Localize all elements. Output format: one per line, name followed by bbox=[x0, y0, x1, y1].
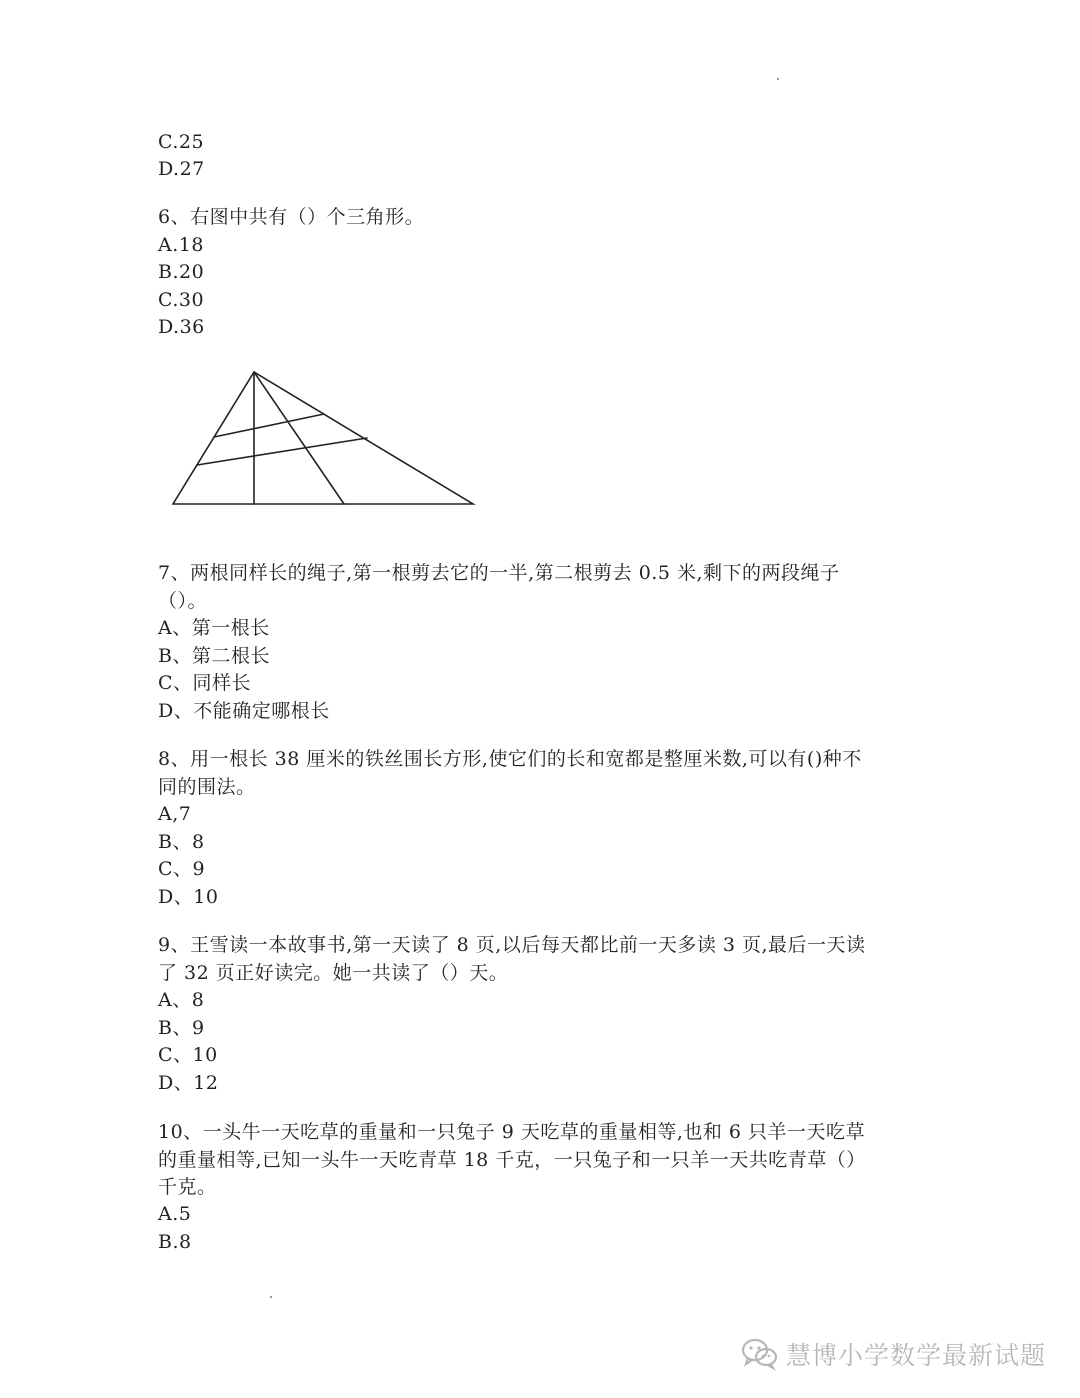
triangle-upper-crossline bbox=[214, 414, 324, 437]
q7-option-d: D、不能确定哪根长 bbox=[158, 700, 330, 722]
triangle-figure bbox=[168, 366, 478, 510]
q10-stem-line-1: 10、一头牛一天吃草的重量和一只兔子 9 天吃草的重量相等,也和 6 只羊一天吃草 bbox=[158, 1121, 866, 1143]
q5-option-c: C.25 bbox=[158, 131, 205, 153]
q7-stem-line-2: （）。 bbox=[158, 590, 208, 612]
q7-option-c: C、同样长 bbox=[158, 672, 252, 694]
scan-dot bbox=[270, 1296, 272, 1298]
q9-option-d: D、12 bbox=[158, 1072, 219, 1094]
q8-stem-line-1: 8、用一根长 38 厘米的铁丝围长方形,使它们的长和宽都是整厘米数,可以有()种不 bbox=[158, 748, 862, 770]
q6-stem: 6、右图中共有（）个三角形。 bbox=[158, 206, 425, 228]
q8-stem-line-2: 同的围法。 bbox=[158, 776, 256, 798]
wechat-icon bbox=[740, 1337, 780, 1371]
q6-option-c: C.30 bbox=[158, 289, 205, 311]
triangle-lower-crossline bbox=[197, 438, 367, 465]
q10-option-a: A.5 bbox=[158, 1203, 192, 1225]
q10-stem-line-2: 的重量相等,已知一头牛一天吃青草 18 千克，一只兔子和一只羊一天共吃青草（） bbox=[158, 1149, 866, 1171]
q9-option-c: C、10 bbox=[158, 1044, 218, 1066]
q8-option-b: B、8 bbox=[158, 831, 205, 853]
q9-option-a: A、8 bbox=[158, 989, 205, 1011]
triangle-cevian-line bbox=[254, 372, 344, 504]
q8-option-d: D、10 bbox=[158, 886, 219, 908]
q9-option-b: B、9 bbox=[158, 1017, 205, 1039]
watermark-text: 慧博小学数学最新试题 bbox=[785, 1341, 1046, 1370]
q7-stem-line-1: 7、两根同样长的绳子,第一根剪去它的一半,第二根剪去 0.5 米,剩下的两段绳子 bbox=[158, 562, 840, 584]
q8-option-c: C、9 bbox=[158, 858, 206, 880]
q8-option-a: A,7 bbox=[158, 803, 192, 825]
scan-dot bbox=[777, 78, 779, 80]
q6-option-a: A.18 bbox=[158, 234, 204, 256]
q7-option-a: A、第一根长 bbox=[158, 617, 270, 639]
q6-option-d: D.36 bbox=[158, 316, 205, 338]
triangle-outline bbox=[173, 372, 473, 504]
q5-option-d: D.27 bbox=[158, 158, 205, 180]
q9-stem-line-2: 了 32 页正好读完。她一共读了（）天。 bbox=[158, 962, 509, 984]
watermark bbox=[740, 1334, 1046, 1374]
q6-option-b: B.20 bbox=[158, 261, 205, 283]
q10-stem-line-3: 千克。 bbox=[158, 1176, 217, 1198]
q10-option-b: B.8 bbox=[158, 1231, 192, 1253]
q7-option-b: B、第二根长 bbox=[158, 645, 270, 667]
q9-stem-line-1: 9、王雪读一本故事书,第一天读了 8 页,以后每天都比前一天多读 3 页,最后一天读 bbox=[158, 934, 866, 956]
